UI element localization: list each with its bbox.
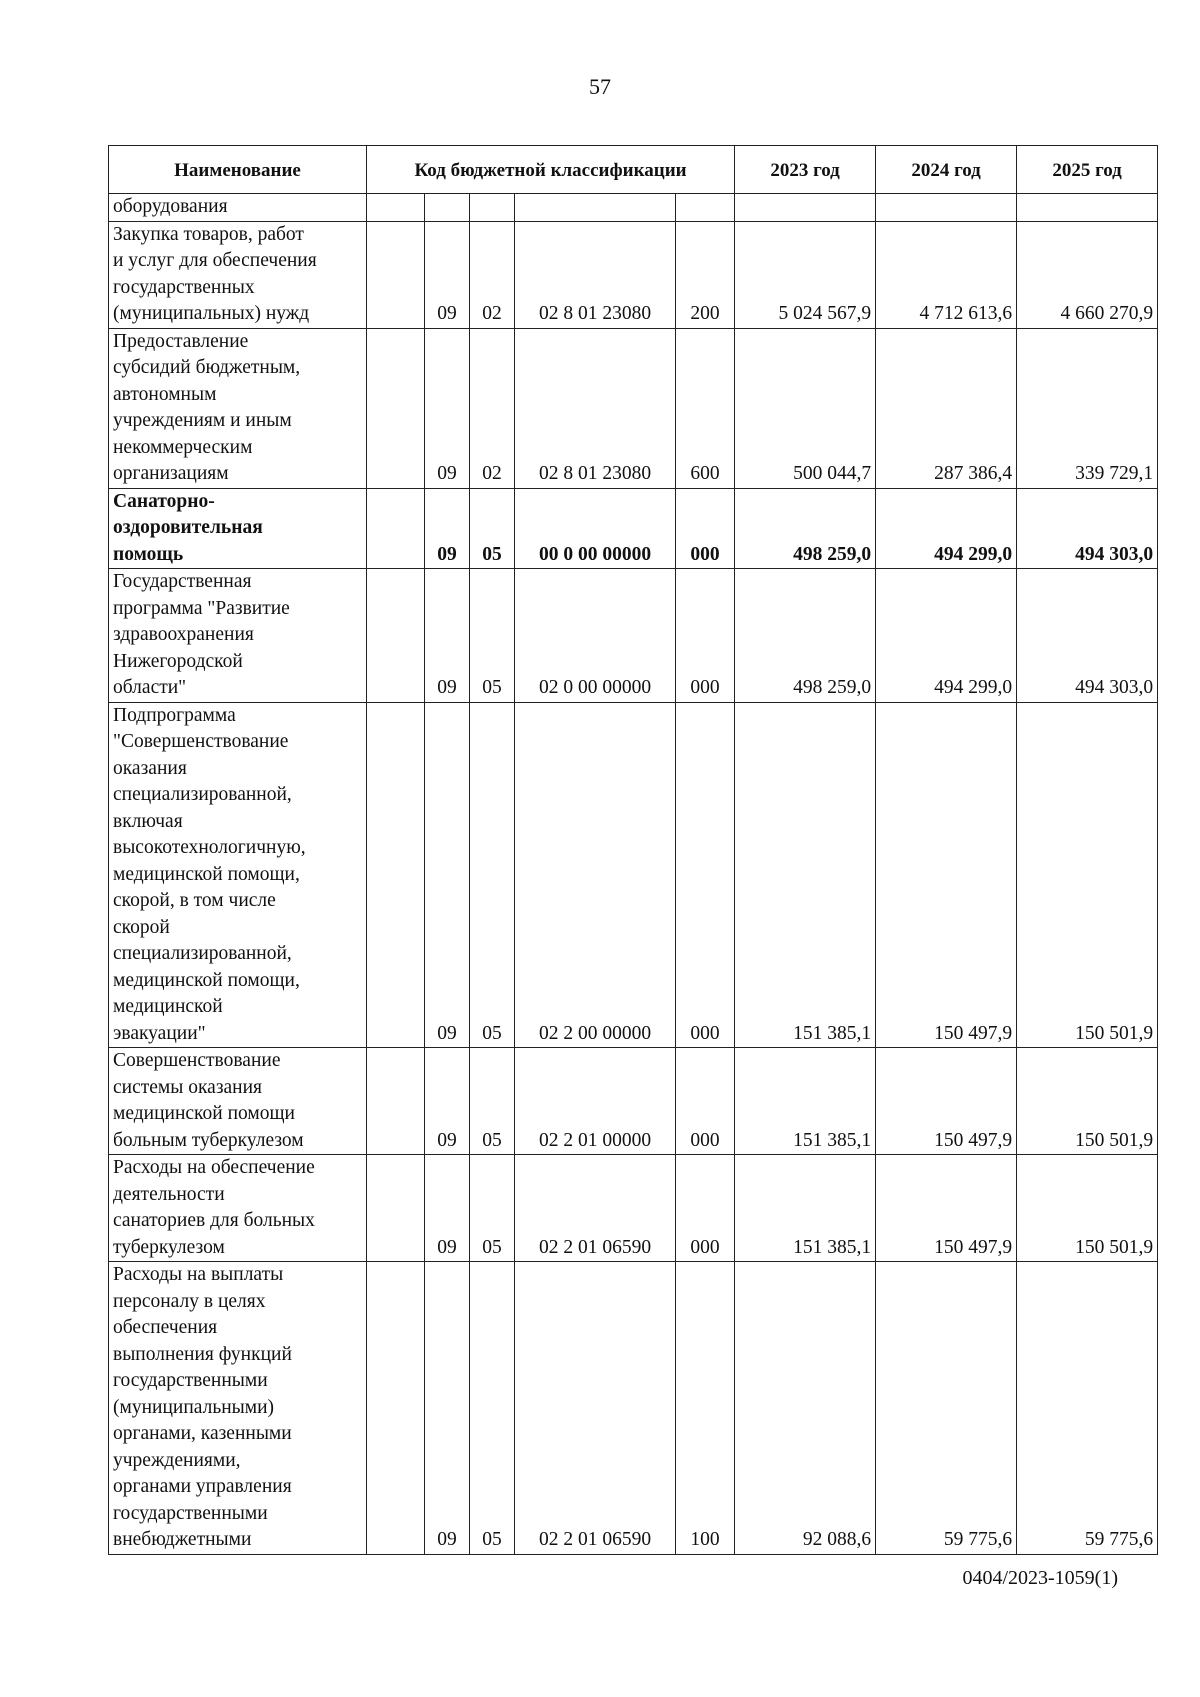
value-2025 bbox=[1017, 194, 1158, 222]
code-target-article: 02 8 01 23080 bbox=[515, 328, 676, 488]
code-target-article: 02 2 01 00000 bbox=[515, 1048, 676, 1155]
code-section: 09 bbox=[425, 1048, 470, 1155]
code-subsection: 02 bbox=[470, 328, 515, 488]
row-name: Расходы на обеспечение деятельности санаториев для больных туберкулезом bbox=[109, 1155, 367, 1262]
value-2024: 494 299,0 bbox=[876, 569, 1017, 703]
table-header-row bbox=[109, 146, 1158, 194]
code-expense-type: 000 bbox=[676, 488, 735, 569]
code-blank bbox=[367, 1048, 425, 1155]
code-subsection: 05 bbox=[470, 488, 515, 569]
value-2025: 150 501,9 bbox=[1017, 1048, 1158, 1155]
code-expense-type: 600 bbox=[676, 328, 735, 488]
header-2023: 2023 год bbox=[735, 146, 876, 194]
table-row bbox=[109, 702, 1158, 1048]
code-subsection: 05 bbox=[470, 1262, 515, 1555]
value-2023: 5 024 567,9 bbox=[735, 221, 876, 328]
value-2025: 494 303,0 bbox=[1017, 569, 1158, 703]
value-2024: 150 497,9 bbox=[876, 1155, 1017, 1262]
row-name: Подпрограмма "Совершенствование оказания специализированной, включая высокотехнологичную, медицинской помощи, скорой, в том числе скорой специализированной, медицинской помощи, медицинской эвакуации" bbox=[109, 702, 367, 1048]
code-target-article: 02 2 00 00000 bbox=[515, 702, 676, 1048]
code-blank bbox=[367, 1155, 425, 1262]
code-target-article: 02 0 00 00000 bbox=[515, 569, 676, 703]
code-subsection: 05 bbox=[470, 569, 515, 703]
row-name: Закупка товаров, работ и услуг для обеспечения государственных (муниципальных) нужд bbox=[109, 221, 367, 328]
value-2023: 151 385,1 bbox=[735, 1155, 876, 1262]
code-section bbox=[425, 194, 470, 222]
document-number: 0404/2023-1059(1) bbox=[962, 1567, 1118, 1589]
value-2025: 150 501,9 bbox=[1017, 702, 1158, 1048]
code-blank bbox=[367, 1262, 425, 1555]
table-row bbox=[109, 488, 1158, 569]
code-target-article: 00 0 00 00000 bbox=[515, 488, 676, 569]
table-row bbox=[109, 1155, 1158, 1262]
value-2023: 498 259,0 bbox=[735, 488, 876, 569]
code-expense-type: 000 bbox=[676, 1048, 735, 1155]
header-name: Наименование bbox=[109, 146, 367, 194]
code-target-article bbox=[515, 194, 676, 222]
header-2025: 2025 год bbox=[1017, 146, 1158, 194]
code-expense-type: 200 bbox=[676, 221, 735, 328]
table-row bbox=[109, 569, 1158, 703]
value-2023 bbox=[735, 194, 876, 222]
code-target-article: 02 2 01 06590 bbox=[515, 1262, 676, 1555]
code-subsection bbox=[470, 194, 515, 222]
code-blank bbox=[367, 488, 425, 569]
value-2023: 498 259,0 bbox=[735, 569, 876, 703]
code-subsection: 05 bbox=[470, 1155, 515, 1262]
row-name: Совершенствование системы оказания медицинской помощи больным туберкулезом bbox=[109, 1048, 367, 1155]
row-name: Санаторно- оздоровительная помощь bbox=[109, 488, 367, 569]
code-blank bbox=[367, 702, 425, 1048]
value-2025: 339 729,1 bbox=[1017, 328, 1158, 488]
code-section: 09 bbox=[425, 328, 470, 488]
value-2024: 59 775,6 bbox=[876, 1262, 1017, 1555]
table-row bbox=[109, 1048, 1158, 1155]
value-2023: 151 385,1 bbox=[735, 702, 876, 1048]
code-section: 09 bbox=[425, 1155, 470, 1262]
value-2025: 4 660 270,9 bbox=[1017, 221, 1158, 328]
value-2023: 500 044,7 bbox=[735, 328, 876, 488]
code-subsection: 05 bbox=[470, 702, 515, 1048]
code-expense-type: 100 bbox=[676, 1262, 735, 1555]
code-expense-type: 000 bbox=[676, 569, 735, 703]
code-expense-type: 000 bbox=[676, 702, 735, 1048]
table-row bbox=[109, 328, 1158, 488]
value-2024: 4 712 613,6 bbox=[876, 221, 1017, 328]
header-2024: 2024 год bbox=[876, 146, 1017, 194]
table-row bbox=[109, 1262, 1158, 1555]
code-section: 09 bbox=[425, 488, 470, 569]
row-name: оборудования bbox=[109, 194, 367, 222]
code-blank bbox=[367, 569, 425, 703]
row-name: Расходы на выплаты персоналу в целях обеспечения выполнения функций государственными (муниципальными) органами, казенными учреждениями, органами управления государственными внебюджетными bbox=[109, 1262, 367, 1555]
value-2023: 92 088,6 bbox=[735, 1262, 876, 1555]
code-blank bbox=[367, 194, 425, 222]
row-name: Предоставление субсидий бюджетным, автономным учреждениям и иным некоммерческим организациям bbox=[109, 328, 367, 488]
code-expense-type: 000 bbox=[676, 1155, 735, 1262]
code-blank bbox=[367, 221, 425, 328]
code-subsection: 05 bbox=[470, 1048, 515, 1155]
header-code: Код бюджетной классификации bbox=[367, 146, 735, 194]
code-target-article: 02 8 01 23080 bbox=[515, 221, 676, 328]
row-name: Государственная программа "Развитие здравоохранения Нижегородской области" bbox=[109, 569, 367, 703]
code-target-article: 02 2 01 06590 bbox=[515, 1155, 676, 1262]
value-2025: 150 501,9 bbox=[1017, 1155, 1158, 1262]
value-2024: 494 299,0 bbox=[876, 488, 1017, 569]
code-section: 09 bbox=[425, 702, 470, 1048]
value-2025: 59 775,6 bbox=[1017, 1262, 1158, 1555]
budget-table bbox=[108, 145, 1158, 1555]
table-row bbox=[109, 221, 1158, 328]
code-blank bbox=[367, 328, 425, 488]
code-section: 09 bbox=[425, 221, 470, 328]
code-expense-type bbox=[676, 194, 735, 222]
value-2024: 287 386,4 bbox=[876, 328, 1017, 488]
page-number: 57 bbox=[589, 74, 611, 99]
code-section: 09 bbox=[425, 1262, 470, 1555]
table-row bbox=[109, 194, 1158, 222]
code-subsection: 02 bbox=[470, 221, 515, 328]
value-2024: 150 497,9 bbox=[876, 1048, 1017, 1155]
value-2024: 150 497,9 bbox=[876, 702, 1017, 1048]
value-2024 bbox=[876, 194, 1017, 222]
value-2025: 494 303,0 bbox=[1017, 488, 1158, 569]
value-2023: 151 385,1 bbox=[735, 1048, 876, 1155]
code-section: 09 bbox=[425, 569, 470, 703]
